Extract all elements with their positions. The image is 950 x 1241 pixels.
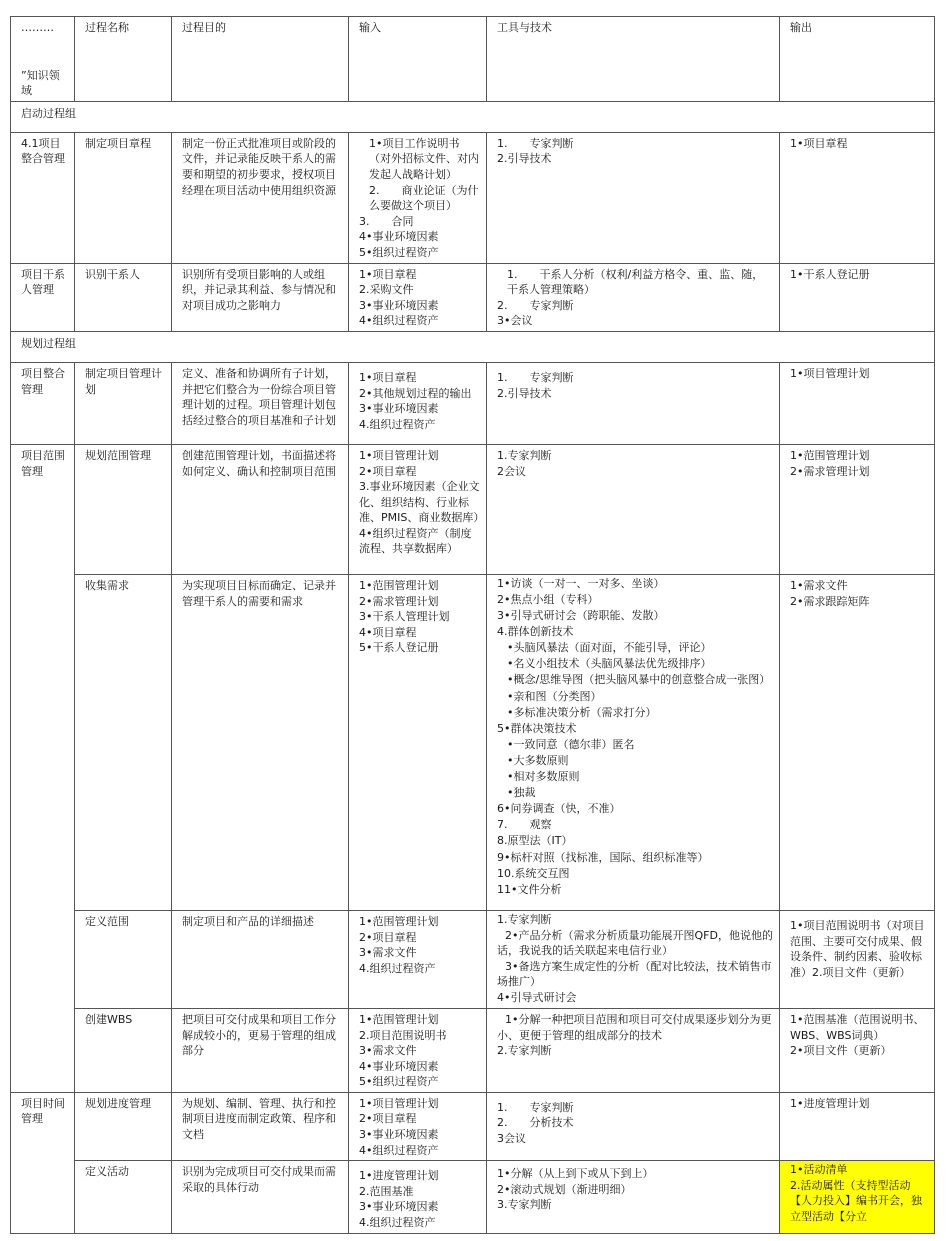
outputs-cell (780, 1008, 935, 1092)
input-item: 2•项目章程 (359, 930, 417, 944)
tool-item: 1. 专家判断 (497, 370, 574, 384)
header-process-name: 过程名称 (75, 17, 172, 102)
tools-cell (487, 132, 780, 263)
input-item: 4.组织过程资产 (359, 961, 436, 975)
output-item: 1•范围管理计划 (790, 448, 870, 462)
output-item: 1•干系人登记册 (790, 267, 870, 281)
output-item: 1•进度管理计划 (790, 1096, 870, 1110)
input-item: 3•需求文件 (359, 946, 417, 960)
tool-item: 2•焦点小组（专科） (497, 593, 599, 606)
outputs-cell (780, 362, 935, 444)
table-row (11, 574, 935, 910)
input-item: 5•干系人登记册 (359, 641, 439, 655)
process-name-cell: 制定项目管理计划 (75, 362, 172, 444)
input-item: 2. 商业论证（为什么要做这个项目） (369, 183, 479, 213)
table-row (11, 362, 935, 444)
tool-item: 1•访谈（一对一、一对多、坐谈） (497, 576, 665, 590)
tool-item: 4•引导式研讨会 (497, 990, 577, 1004)
process-name-cell: 规划进度管理 (75, 1092, 172, 1160)
tools-cell (487, 574, 780, 910)
input-item: 3•事业环境因素 (359, 298, 439, 312)
input-item: 3•事业环境因素 (359, 1200, 439, 1214)
tool-item: 2•滚动式规划（渐进明细） (497, 1182, 632, 1196)
tools-cell (487, 910, 780, 1008)
input-item: 5•组织过程资产 (359, 245, 439, 259)
tools-cell (487, 362, 780, 444)
header-outputs: 输出 (780, 17, 935, 102)
knowledge-area-cell: 项目范围管理 (11, 444, 75, 1092)
header-inputs: 输入 (349, 17, 487, 102)
tool-item: 1.专家判断 (497, 448, 552, 462)
tool-item: 1•分解一种把项目范围和项目可交付成果逐步划分为更小、更便于管理的组成部分的技术 (497, 1012, 772, 1042)
tool-item: •名义小组技术（头脑风暴法优先级排序） (507, 657, 712, 671)
input-item: 2•项目章程 (359, 464, 417, 478)
tool-item: 2. 专家判断 (497, 298, 574, 312)
outputs-cell (780, 444, 935, 574)
process-name-cell: 定义活动 (75, 1161, 172, 1233)
input-item: 2•需求管理计划 (359, 594, 439, 608)
input-item: 3•干系人管理计划 (359, 610, 450, 624)
input-item: 4.组织过程资产 (359, 417, 436, 431)
input-item: 4•事业环境因素 (359, 1059, 439, 1073)
tool-item: 3•会议 (497, 314, 533, 328)
table-row (11, 444, 935, 574)
process-name-cell: 创建WBS (75, 1008, 172, 1092)
tool-item: 10.系统交互图 (497, 866, 570, 880)
process-purpose-cell: 识别为完成项目可交付成果而需采取的具体行动 (172, 1161, 349, 1233)
process-purpose-cell: 为实现项目目标而确定、记录并管理干系人的需要和需求 (172, 574, 349, 910)
tool-item: •独裁 (507, 786, 536, 800)
tool-item: 3•备选方案生成定性的分析（配对比较法，技术销售市场推广） (497, 959, 772, 989)
input-item: 4•组织过程资产（制度流程、共享数据库） (359, 526, 472, 556)
tool-item: •概念/思维导图（把头脑风暴中的创意整合成一张图） (507, 673, 771, 687)
tool-item: •相对多数原则 (507, 770, 580, 784)
process-name-cell: 制定项目章程 (75, 132, 172, 263)
table-row (11, 1092, 935, 1160)
tool-item: 2.引导技术 (497, 152, 552, 166)
tools-cell (487, 444, 780, 574)
input-item: 2.范围基准 (359, 1184, 414, 1198)
input-item: 3•需求文件 (359, 1044, 417, 1058)
output-item: 2•需求管理计划 (790, 464, 870, 478)
input-item: 2.采购文件 (359, 283, 414, 297)
inputs-cell (349, 574, 487, 910)
outputs-cell (780, 574, 935, 910)
output-item: 2•需求跟踪矩阵 (790, 594, 870, 608)
header-knowledge-area (11, 17, 75, 102)
knowledge-area-cell: 项目干系人管理 (11, 263, 75, 331)
inputs-cell (349, 444, 487, 574)
tool-item: •多标准决策分析（需求打分） (507, 705, 657, 719)
inputs-cell (349, 1008, 487, 1092)
process-purpose-cell: 把项目可交付成果和项目工作分解成较小的，更易于管理的组成部分 (172, 1008, 349, 1092)
knowledge-area-cell: 4.1项目整合管理 (11, 132, 75, 263)
tool-item: •一致同意（德尔菲）匿名 (507, 737, 635, 751)
inputs-cell (349, 263, 487, 331)
inputs-cell (349, 132, 487, 263)
tool-item: 2会议 (497, 464, 526, 478)
output-item: 1•项目章程 (790, 136, 848, 150)
input-item: 1•项目工作说明书（对外招标文件、对内发起人战略计划） (369, 136, 479, 181)
outputs-cell (780, 910, 935, 1008)
input-item: 5•组织过程资产 (359, 1075, 439, 1089)
output-item: 1•项目管理计划 (790, 366, 870, 380)
input-item: 1•项目章程 (359, 370, 417, 384)
tool-item: 3•引导式研讨会（跨职能、发散） (497, 609, 665, 623)
tool-item: 6•问券调查（快，不准） (497, 802, 621, 816)
tool-item: 2. 分析技术 (497, 1116, 574, 1130)
input-item: 3. 合同 (359, 214, 414, 228)
header-dots: ……… (21, 21, 54, 34)
tool-item: 8.原型法（IT） (497, 834, 573, 848)
tool-item: 2.专家判断 (497, 1044, 552, 1058)
tool-item: 11•文件分析 (497, 882, 562, 896)
table-row (11, 263, 935, 331)
tool-item: 2.引导技术 (497, 386, 552, 400)
tools-cell (487, 1161, 780, 1233)
tool-item: 2•产品分析（需求分析质量功能展开图QFD，他说他的话，我说我的话关联起来电信行业） (497, 928, 773, 958)
header-knowledge-label: ”知识领域 (21, 68, 60, 98)
inputs-cell (349, 910, 487, 1008)
tool-item: 1•分解（从上到下或从下到上） (497, 1167, 654, 1181)
inputs-cell (349, 1161, 487, 1233)
tools-cell (487, 1092, 780, 1160)
process-purpose-cell: 定义、准备和协调所有子计划，并把它们整合为一份综合项目管理计划的过程。项目管理计划包括经过整合的项目基准和子计划 (172, 362, 349, 444)
outputs-cell-highlighted (780, 1161, 935, 1233)
input-item: 3.事业环境因素（企业文化、组织结构、行业标准、PMIS、商业数据库） (359, 480, 485, 525)
tool-item: 9•标杆对照（找标准，国际、组织标准等） (497, 850, 709, 864)
table-row (11, 1161, 935, 1233)
tool-item: 5•群体决策技术 (497, 721, 577, 735)
outputs-cell (780, 263, 935, 331)
input-item: 2•其他规划过程的输出 (359, 386, 472, 400)
process-purpose-cell: 制定一份正式批准项目或阶段的文件，并记录能反映干系人的需要和期望的初步要求，授权项目经理在项目活动中使用组织资源 (172, 132, 349, 263)
tool-item: •头脑风暴法（面对面，不能引导，评论） (507, 641, 712, 655)
input-item: 4•项目章程 (359, 625, 417, 639)
output-item: 2•项目文件（更新） (790, 1044, 892, 1058)
process-name-cell: 规划范围管理 (75, 444, 172, 574)
process-purpose-cell: 创建范围管理计划，书面描述将如何定义、确认和控制项目范围 (172, 444, 349, 574)
process-purpose-cell: 制定项目和产品的详细描述 (172, 910, 349, 1008)
input-item: 1•范围管理计划 (359, 578, 439, 592)
input-item: 3•事业环境因素 (359, 402, 439, 416)
input-item: 4•组织过程资产 (359, 314, 439, 328)
tools-cell (487, 1008, 780, 1092)
output-item: 1•活动清单 (790, 1163, 848, 1177)
tool-item: •大多数原则 (507, 753, 569, 767)
tool-item: 1. 专家判断 (497, 136, 574, 150)
tool-item: 7. 观察 (497, 818, 552, 832)
input-item: 1•范围管理计划 (359, 1012, 439, 1026)
output-item: 1•需求文件 (790, 578, 848, 592)
header-tools: 工具与技术 (487, 17, 780, 102)
header-row (11, 17, 935, 102)
inputs-cell (349, 1092, 487, 1160)
group-row-planning (11, 331, 935, 362)
inputs-cell (349, 362, 487, 444)
tool-item: •亲和图（分类图） (507, 689, 602, 703)
header-process-purpose: 过程目的 (172, 17, 349, 102)
table-row (11, 1008, 935, 1092)
process-name-cell: 定义范围 (75, 910, 172, 1008)
process-purpose-cell: 为规划、编制、管理、执行和控制项目进度而制定政策、程序和文档 (172, 1092, 349, 1160)
input-item: 1•项目管理计划 (359, 448, 439, 462)
group-initiating: 启动过程组 (11, 101, 935, 132)
group-row-initiating (11, 101, 935, 132)
input-item: 1•项目管理计划 (359, 1096, 439, 1110)
input-item: 4•事业环境因素 (359, 230, 439, 244)
tool-item: 3会议 (497, 1132, 526, 1146)
table-row (11, 132, 935, 263)
tool-item: 1. 专家判断 (497, 1100, 574, 1114)
tools-cell (487, 263, 780, 331)
input-item: 2•项目章程 (359, 1112, 417, 1126)
outputs-cell (780, 132, 935, 263)
process-name-cell: 识别干系人 (75, 263, 172, 331)
output-item: 1•范围基准（范围说明书、WBS、WBS词典） (790, 1012, 925, 1042)
input-item: 1•项目章程 (359, 267, 417, 281)
process-table (10, 16, 935, 1234)
tool-item: 1. 干系人分析（权利/利益方格令、重、监、随，干系人管理策略） (507, 267, 764, 297)
knowledge-area-cell: 项目整合管理 (11, 362, 75, 444)
input-item: 1•范围管理计划 (359, 914, 439, 928)
tool-item: 1.专家判断 (497, 912, 552, 926)
input-item: 3•事业环境因素 (359, 1128, 439, 1142)
output-item: 2.活动属性（支持型活动【人力投入】编书开会，独立型活动【分立 (790, 1178, 922, 1224)
process-name-cell: 收集需求 (75, 574, 172, 910)
group-planning: 规划过程组 (11, 331, 935, 362)
tool-item: 3.专家判断 (497, 1198, 552, 1212)
table-row (11, 910, 935, 1008)
input-item: 1•进度管理计划 (359, 1169, 439, 1183)
knowledge-area-cell: 项目时间管理 (11, 1092, 75, 1233)
process-purpose-cell: 识别所有受项目影响的人或组织，并记录其利益、参与情况和对项目成功之影响力 (172, 263, 349, 331)
tool-item: 4.群体创新技术 (497, 625, 574, 639)
input-item: 4•组织过程资产 (359, 1143, 439, 1157)
input-item: 4.组织过程资产 (359, 1216, 436, 1230)
output-item: 1•项目范围说明书（对项目范围、主要可交付成果、假设条件、制约因素、验收标准）2.项目文件（更新） (790, 918, 925, 979)
outputs-cell (780, 1092, 935, 1160)
input-item: 2.项目范围说明书 (359, 1028, 447, 1042)
